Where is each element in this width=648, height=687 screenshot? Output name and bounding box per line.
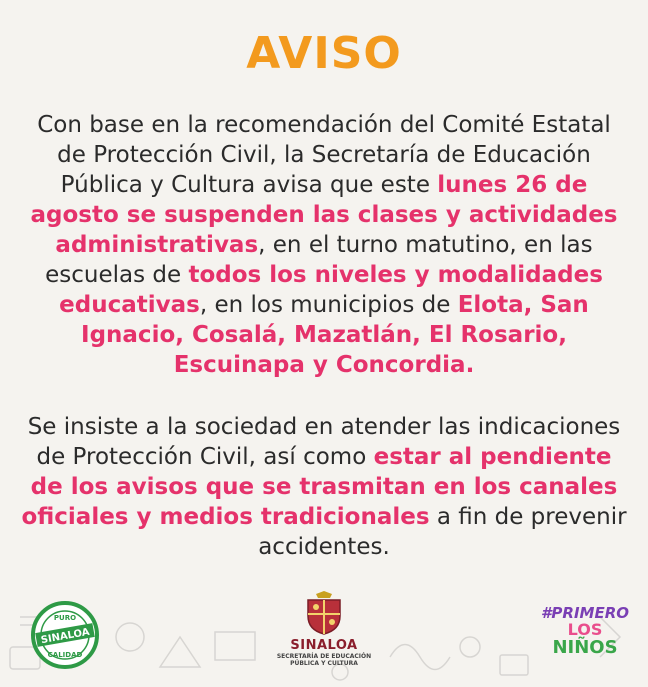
footer-logos [0,590,648,687]
puro-sinaloa-calidad-seal [30,600,100,670]
crest-name: SINALOA [290,638,358,653]
paragraph-1-highlight-2: todos los niveles y modalidades educativas [59,262,603,318]
seal-mid-text: SINALOA [40,626,91,647]
seal-top-text: PURO [53,614,77,622]
seal-bottom-text: CALIDAD [47,651,83,659]
paragraph-1-highlight-1: lunes 26 de agosto se suspenden las clases y actividades administrativas [30,172,618,258]
notice-paragraph-2 [20,412,628,562]
paragraph-2-text-1: Se insiste a la sociedad en atender las indicaciones de Protección Civil, así como [27,414,621,470]
primero-los-ninos-logo [540,604,630,658]
crest-subtitle-2: PÚBLICA Y CULTURA [290,660,358,667]
pn-line-2: LOS [567,620,603,639]
paragraph-1-text-1: Con base en la recomendación del Comité Estatal de Protección Civil, la Secretaría de Educación Pública y Cultura avisa que este [37,112,611,198]
paragraph-2-text-2: a fin de prevenir accidentes. [258,504,627,560]
pn-line-3: NIÑOS [552,637,618,658]
paragraph-1-text-3: , en los municipios de [199,292,458,318]
crest-subtitle-1: SECRETARÍA DE EDUCACIÓN [276,653,372,660]
paragraph-1-text-2: , en el turno matutino, en las escuelas de [45,232,593,288]
sinaloa-sepyc-logo [272,590,376,667]
pn-line-1: #PRIMERO [540,604,630,622]
paragraph-2-highlight-1: estar al pendiente de los avisos que se trasmitan en los canales oficiales y medios tradicionales [21,444,618,530]
notice-paragraph-1 [20,110,628,380]
paragraph-1-highlight-3: Elota, San Ignacio, Cosalá, Mazatlán, El Rosario, Escuinapa y Concordia. [81,292,589,378]
sinaloa-shield-icon [302,590,346,636]
notice-title: AVISO [246,28,402,79]
